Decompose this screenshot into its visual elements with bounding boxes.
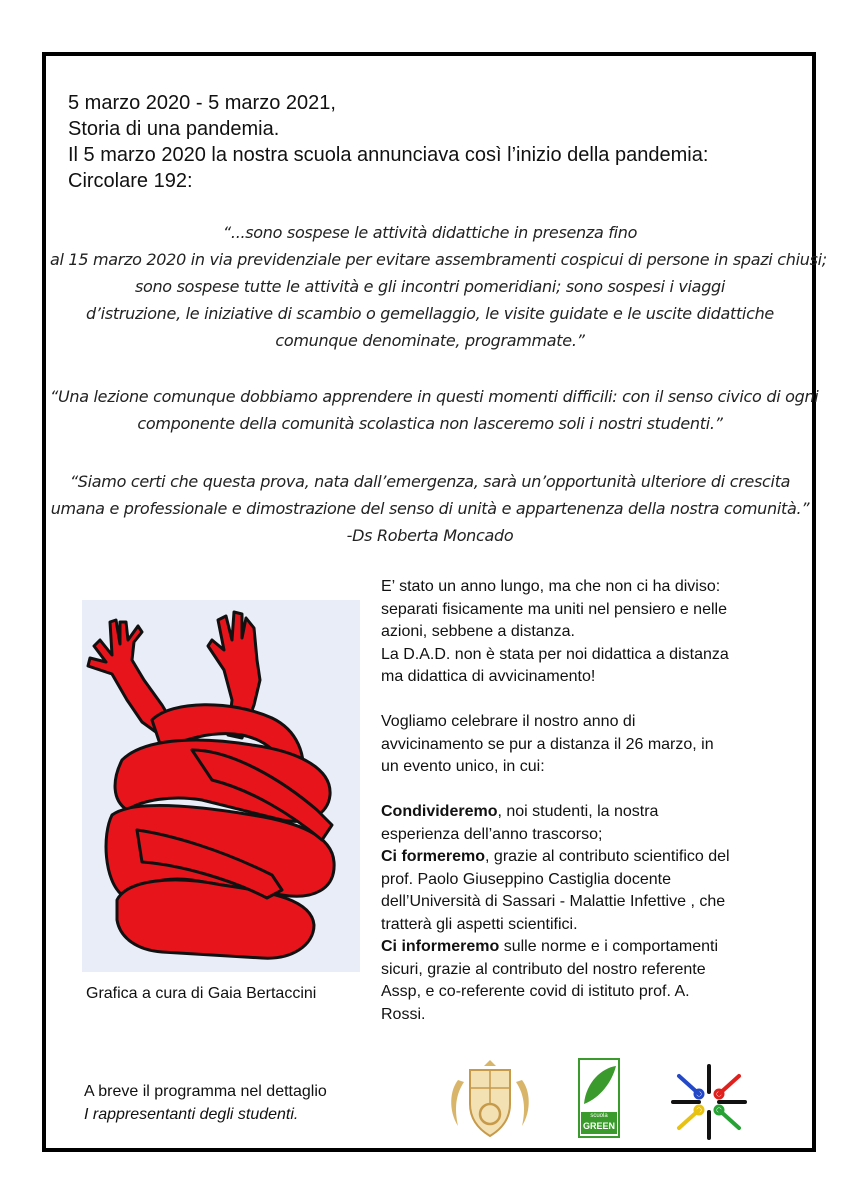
- intro-line: 5 marzo 2020 - 5 marzo 2021,: [68, 92, 336, 114]
- body-line: Vogliamo celebrare il nostro anno di: [381, 713, 636, 730]
- body-line: avvicinamento se pur a distanza il 26 marzo, in: [381, 735, 714, 753]
- item-training: [381, 846, 801, 869]
- quote-line: d’istruzione, le iniziative di scambio o gemellaggio, le visite guidate e le uscite didattiche: [86, 304, 774, 323]
- intro-line: Il 5 marzo 2020 la nostra scuola annunciava così l’inizio della pandemia:: [68, 144, 709, 166]
- hands-circle-icon: [669, 1062, 749, 1142]
- footer-line: A breve il programma nel dettaglio: [84, 1083, 327, 1100]
- quote-line: componente della comunità scolastica non lasceremo soli i nostri studenti.”: [137, 414, 723, 433]
- circular-quote: [50, 219, 827, 354]
- quote-line: “Una lezione comunque dobbiamo apprendere in questi momenti difficili: con il senso civico di ogni: [50, 387, 819, 406]
- body-line: esperienza dell’anno trascorso;: [381, 825, 603, 843]
- item-share-text: , noi studenti, la nostra: [497, 803, 659, 820]
- scuola-green-logo: [578, 1058, 620, 1138]
- body-line: tratterà gli aspetti scientifici.: [381, 915, 578, 933]
- body-line: Rossi.: [381, 1005, 426, 1023]
- quote-line: sono sospese tutte le attività e gli incontri pomeridiani; sono sospesi i viaggi: [134, 277, 726, 296]
- crest-icon: [444, 1060, 536, 1140]
- school-crest-logo: [444, 1060, 536, 1140]
- body-line: dell’Università di Sassari - Malattie Infettive , che: [381, 893, 726, 910]
- body-line: separati fisicamente ma uniti nel pensiero e nelle: [381, 600, 727, 618]
- footer-signoff: [84, 1080, 327, 1126]
- green-logo-small: scuola: [590, 1113, 608, 1119]
- body-line: Assp, e co-referente covid di istituto prof. A.: [381, 983, 690, 1000]
- item-inform-text: sulle norme e i comportamenti: [499, 938, 719, 955]
- body-line: prof. Paolo Giuseppino Castiglia docente: [381, 870, 671, 888]
- item-training-text: , grazie al contributo scientifico del: [485, 848, 730, 865]
- footer-signature: I rappresentanti degli studenti.: [84, 1106, 299, 1123]
- item-inform: [381, 936, 801, 959]
- quote-line: al 15 marzo 2020 in via previdenziale per evitare assembramenti cospicui di persone in spazi chiusi;: [50, 250, 827, 269]
- item-inform-title: Ci informeremo: [381, 938, 500, 955]
- item-share: [381, 801, 801, 824]
- body-line: azioni, sebbene a distanza.: [381, 623, 575, 640]
- body-line: E’ stato un anno lungo, ma che non ci ha diviso:: [381, 578, 721, 595]
- body-line: ma didattica di avvicinamento!: [381, 668, 596, 685]
- artwork-caption: Grafica a cura di Gaia Bertaccini: [86, 985, 317, 1002]
- principal-quote: [50, 468, 810, 549]
- quote-line: umana e professionale e dimostrazione del senso di unità e appartenenza della nostra comunità.”: [50, 499, 810, 518]
- quote-line: “...sono sospese le attività didattiche in presenza fino: [222, 223, 638, 242]
- body-line: un evento unico, in cui:: [381, 758, 545, 775]
- intro-line: Storia di una pandemia.: [68, 118, 280, 140]
- lesson-quote: [50, 383, 819, 437]
- embrace-figure-illustration: [82, 600, 360, 972]
- body-line: La D.A.D. non è stata per noi didattica a distanza: [381, 645, 729, 663]
- item-share-title: Condivideremo: [381, 803, 498, 820]
- intro-line: Circolare 192:: [68, 170, 193, 192]
- item-training-title: Ci formeremo: [381, 848, 486, 865]
- embrace-artwork: [82, 600, 360, 972]
- announcement-body: [381, 576, 801, 1026]
- quote-line: comunque denominate, programmate.”: [275, 331, 585, 350]
- intro-text: [68, 90, 708, 194]
- quote-signature: -Ds Roberta Moncado: [346, 526, 514, 545]
- green-logo-label: GREEN: [582, 1121, 615, 1131]
- body-line: sicuri, grazie al contributo del nostro referente: [381, 960, 706, 978]
- quote-line: “Siamo certi che questa prova, nata dall’emergenza, sarà un’opportunità ulteriore di crescita: [69, 472, 791, 491]
- hands-circle-logo: [669, 1062, 749, 1142]
